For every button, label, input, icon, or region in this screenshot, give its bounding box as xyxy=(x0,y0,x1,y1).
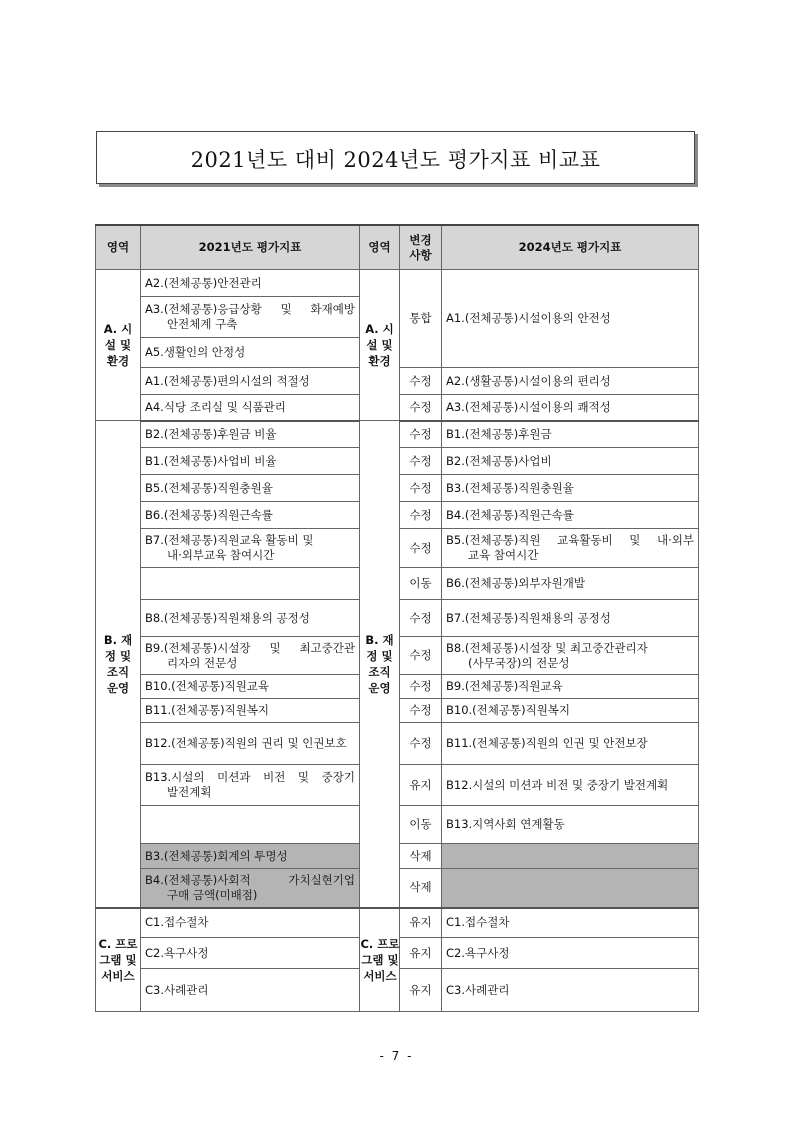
old-indicator: A5.생활인의 안정성 xyxy=(141,338,360,368)
old-indicator: B6.(전체공통)직원근속률 xyxy=(141,502,360,529)
old-indicator: A2.(전체공통)안전관리 xyxy=(141,270,360,297)
header-indicator-2021: 2021년도 평가지표 xyxy=(141,225,360,270)
old-indicator-line1: B13.시설의 미션과 비전 및 중장기 xyxy=(145,770,355,784)
old-indicator: B8.(전체공통)직원채용의 공정성 xyxy=(141,600,360,637)
comparison-table xyxy=(95,224,699,1012)
old-indicator-line2: 구매 금액(미배점) xyxy=(167,887,258,902)
section-b-right xyxy=(360,421,400,908)
table-row xyxy=(96,908,699,938)
old-indicator: C1.접수절차 xyxy=(141,908,360,938)
old-indicator: B10.(전체공통)직원교육 xyxy=(141,675,360,699)
new-indicator: B9.(전체공통)직원교육 xyxy=(442,675,699,699)
old-indicator xyxy=(141,529,360,568)
new-indicator: A2.(생활공통)시설이용의 편리성 xyxy=(442,368,699,395)
page-title: 2021년도 대비 2024년도 평가지표 비교표 xyxy=(190,148,601,172)
change-type: 수정 xyxy=(400,448,442,475)
new-indicator: A3.(전체공통)시설이용의 쾌적성 xyxy=(442,395,699,421)
new-indicator: B10.(전체공통)직원복지 xyxy=(442,699,699,723)
old-indicator: A1.(전체공통)편의시설의 적절성 xyxy=(141,368,360,395)
old-indicator xyxy=(141,869,360,908)
old-indicator-line1: B4.(전체공통)사회적 가치실현기업 xyxy=(145,872,355,887)
new-indicator-empty xyxy=(442,869,699,908)
new-indicator: A1.(전체공통)시설이용의 안전성 xyxy=(442,270,699,368)
table-row xyxy=(96,421,699,448)
new-indicator: B4.(전체공통)직원근속률 xyxy=(442,502,699,529)
header-change-label: 변경 사항 xyxy=(409,232,432,262)
old-indicator: B1.(전체공통)사업비 비율 xyxy=(141,448,360,475)
old-indicator-line2: 내·외부교육 참여시간 xyxy=(167,548,275,562)
new-indicator-line2: 교육 참여시간 xyxy=(468,548,539,562)
section-c-left-label: C. 프로 그램 및 서비스 xyxy=(98,936,138,983)
new-indicator: B11.(전체공통)직원의 인권 및 안전보장 xyxy=(442,723,699,765)
old-indicator xyxy=(141,637,360,675)
change-type: 수정 xyxy=(400,395,442,421)
old-indicator: C3.사례관리 xyxy=(141,969,360,1012)
change-type: 유지 xyxy=(400,938,442,969)
new-indicator-line1: B8.(전체공통)시설장 및 최고중간관리자 xyxy=(446,640,648,655)
new-indicator: B2.(전체공통)사업비 xyxy=(442,448,699,475)
old-indicator: B12.(전체공통)직원의 권리 및 인권보호 xyxy=(141,723,360,765)
table-row xyxy=(96,270,699,297)
new-indicator: B6.(전체공통)외부자원개발 xyxy=(442,568,699,600)
section-c-left xyxy=(96,908,141,1012)
old-indicator: C2.욕구사정 xyxy=(141,938,360,969)
old-indicator-line1: A3.(전체공통)응급상황 및 화재예방 xyxy=(145,302,355,316)
old-indicator-line1: B7.(전체공통)직원교육 활동비 및 xyxy=(145,533,314,547)
change-type: 수정 xyxy=(400,637,442,675)
new-indicator-line2: (사무국장)의 전문성 xyxy=(468,655,570,670)
new-indicator: B1.(전체공통)후원금 xyxy=(442,421,699,448)
change-type: 유지 xyxy=(400,908,442,938)
change-type: 수정 xyxy=(400,699,442,723)
header-indicator-2024: 2024년도 평가지표 xyxy=(442,225,699,270)
title-box xyxy=(96,131,695,184)
page-number: - 7 - xyxy=(379,1049,414,1063)
change-type: 수정 xyxy=(400,475,442,502)
change-type: 이동 xyxy=(400,806,442,844)
section-a-right xyxy=(360,270,400,421)
change-type: 수정 xyxy=(400,421,442,448)
old-indicator: A4.식당 조리실 및 식품관리 xyxy=(141,395,360,421)
old-indicator-line2: 안전체계 구축 xyxy=(167,317,238,331)
new-indicator-line1: B5.(전체공통)직원 교육활동비 및 내·외부 xyxy=(446,533,694,547)
old-indicator xyxy=(141,297,360,338)
change-type: 수정 xyxy=(400,723,442,765)
new-indicator: C2.욕구사정 xyxy=(442,938,699,969)
new-indicator: B13.지역사회 연계활동 xyxy=(442,806,699,844)
old-indicator: B2.(전체공통)후원금 비율 xyxy=(141,421,360,448)
change-type: 삭제 xyxy=(400,844,442,869)
header-area-right: 영역 xyxy=(360,225,400,270)
header-change xyxy=(400,225,442,270)
old-indicator-empty xyxy=(141,806,360,844)
old-indicator xyxy=(141,765,360,806)
new-indicator: C1.접수절차 xyxy=(442,908,699,938)
new-indicator-empty xyxy=(442,844,699,869)
new-indicator: C3.사례관리 xyxy=(442,969,699,1012)
section-b-left xyxy=(96,421,141,908)
old-indicator-line2: 발전계획 xyxy=(167,785,212,799)
header-row xyxy=(96,225,699,270)
section-b-right-label: B. 재정 및 조직 운영 xyxy=(365,632,394,695)
change-type: 유지 xyxy=(400,765,442,806)
old-indicator-line2: 리자의 전문성 xyxy=(167,655,238,670)
change-type: 이동 xyxy=(400,568,442,600)
change-type: 수정 xyxy=(400,600,442,637)
change-type: 삭제 xyxy=(400,869,442,908)
old-indicator-empty xyxy=(141,568,360,600)
section-a-right-label: A. 시설 및 환경 xyxy=(365,322,394,368)
section-c-right xyxy=(360,908,400,1012)
new-indicator: B12.시설의 미션과 비전 및 중장기 발전계획 xyxy=(442,765,699,806)
new-indicator: B7.(전체공통)직원채용의 공정성 xyxy=(442,600,699,637)
section-c-right-label: C. 프로 그램 및 서비스 xyxy=(360,936,400,983)
section-a-left xyxy=(96,270,141,421)
old-indicator: B5.(전체공통)직원충원율 xyxy=(141,475,360,502)
section-b-left-label: B. 재정 및 조직 운영 xyxy=(103,632,133,695)
new-indicator xyxy=(442,529,699,568)
change-type: 통합 xyxy=(400,270,442,368)
new-indicator xyxy=(442,637,699,675)
old-indicator: B3.(전체공통)회계의 투명성 xyxy=(141,844,360,869)
change-type: 수정 xyxy=(400,529,442,568)
change-type: 수정 xyxy=(400,368,442,395)
change-type: 수정 xyxy=(400,675,442,699)
change-type: 유지 xyxy=(400,969,442,1012)
change-type: 수정 xyxy=(400,502,442,529)
old-indicator: B11.(전체공통)직원복지 xyxy=(141,699,360,723)
header-area-left: 영역 xyxy=(96,225,141,270)
section-a-left-label: A. 시설 및 환경 xyxy=(103,322,133,368)
new-indicator: B3.(전체공통)직원충원율 xyxy=(442,475,699,502)
old-indicator-line1: B9.(전체공통)시설장 및 최고중간관 xyxy=(145,640,355,655)
